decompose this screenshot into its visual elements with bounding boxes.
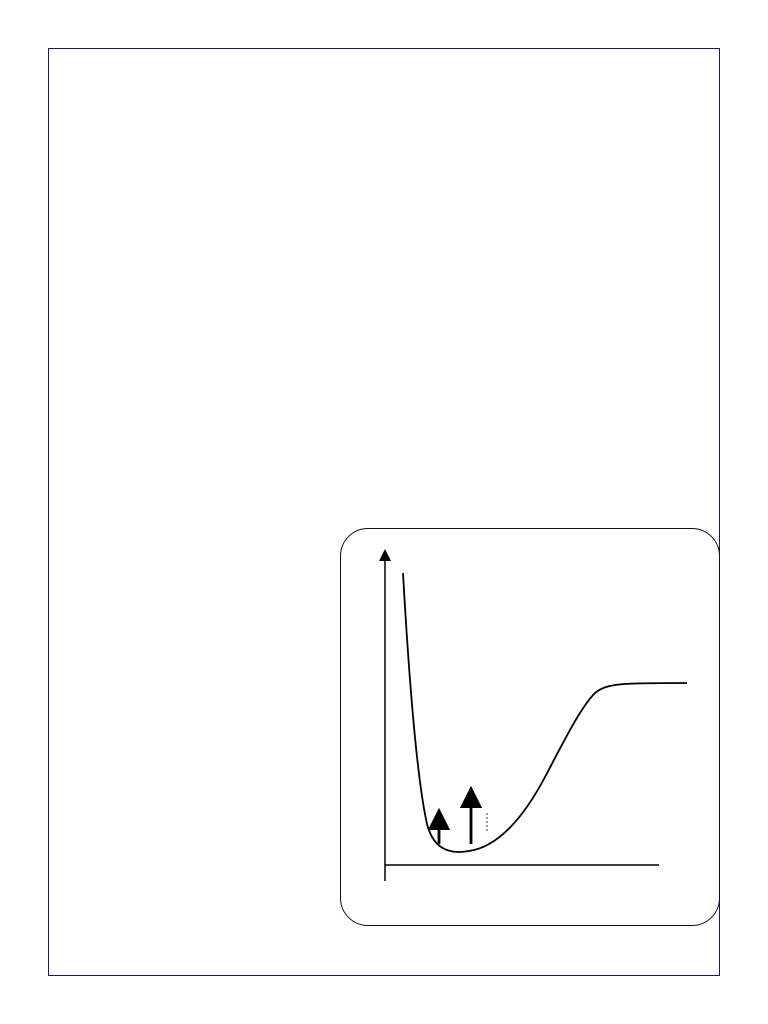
figure-1 [340,528,720,926]
page-border-top [0,0,768,48]
page-border-right [720,0,768,1024]
potential-energy-diagram [341,529,721,927]
page-border-left [0,0,48,1024]
morse-potential-curve [403,573,687,852]
page-border-bottom [0,976,768,1024]
